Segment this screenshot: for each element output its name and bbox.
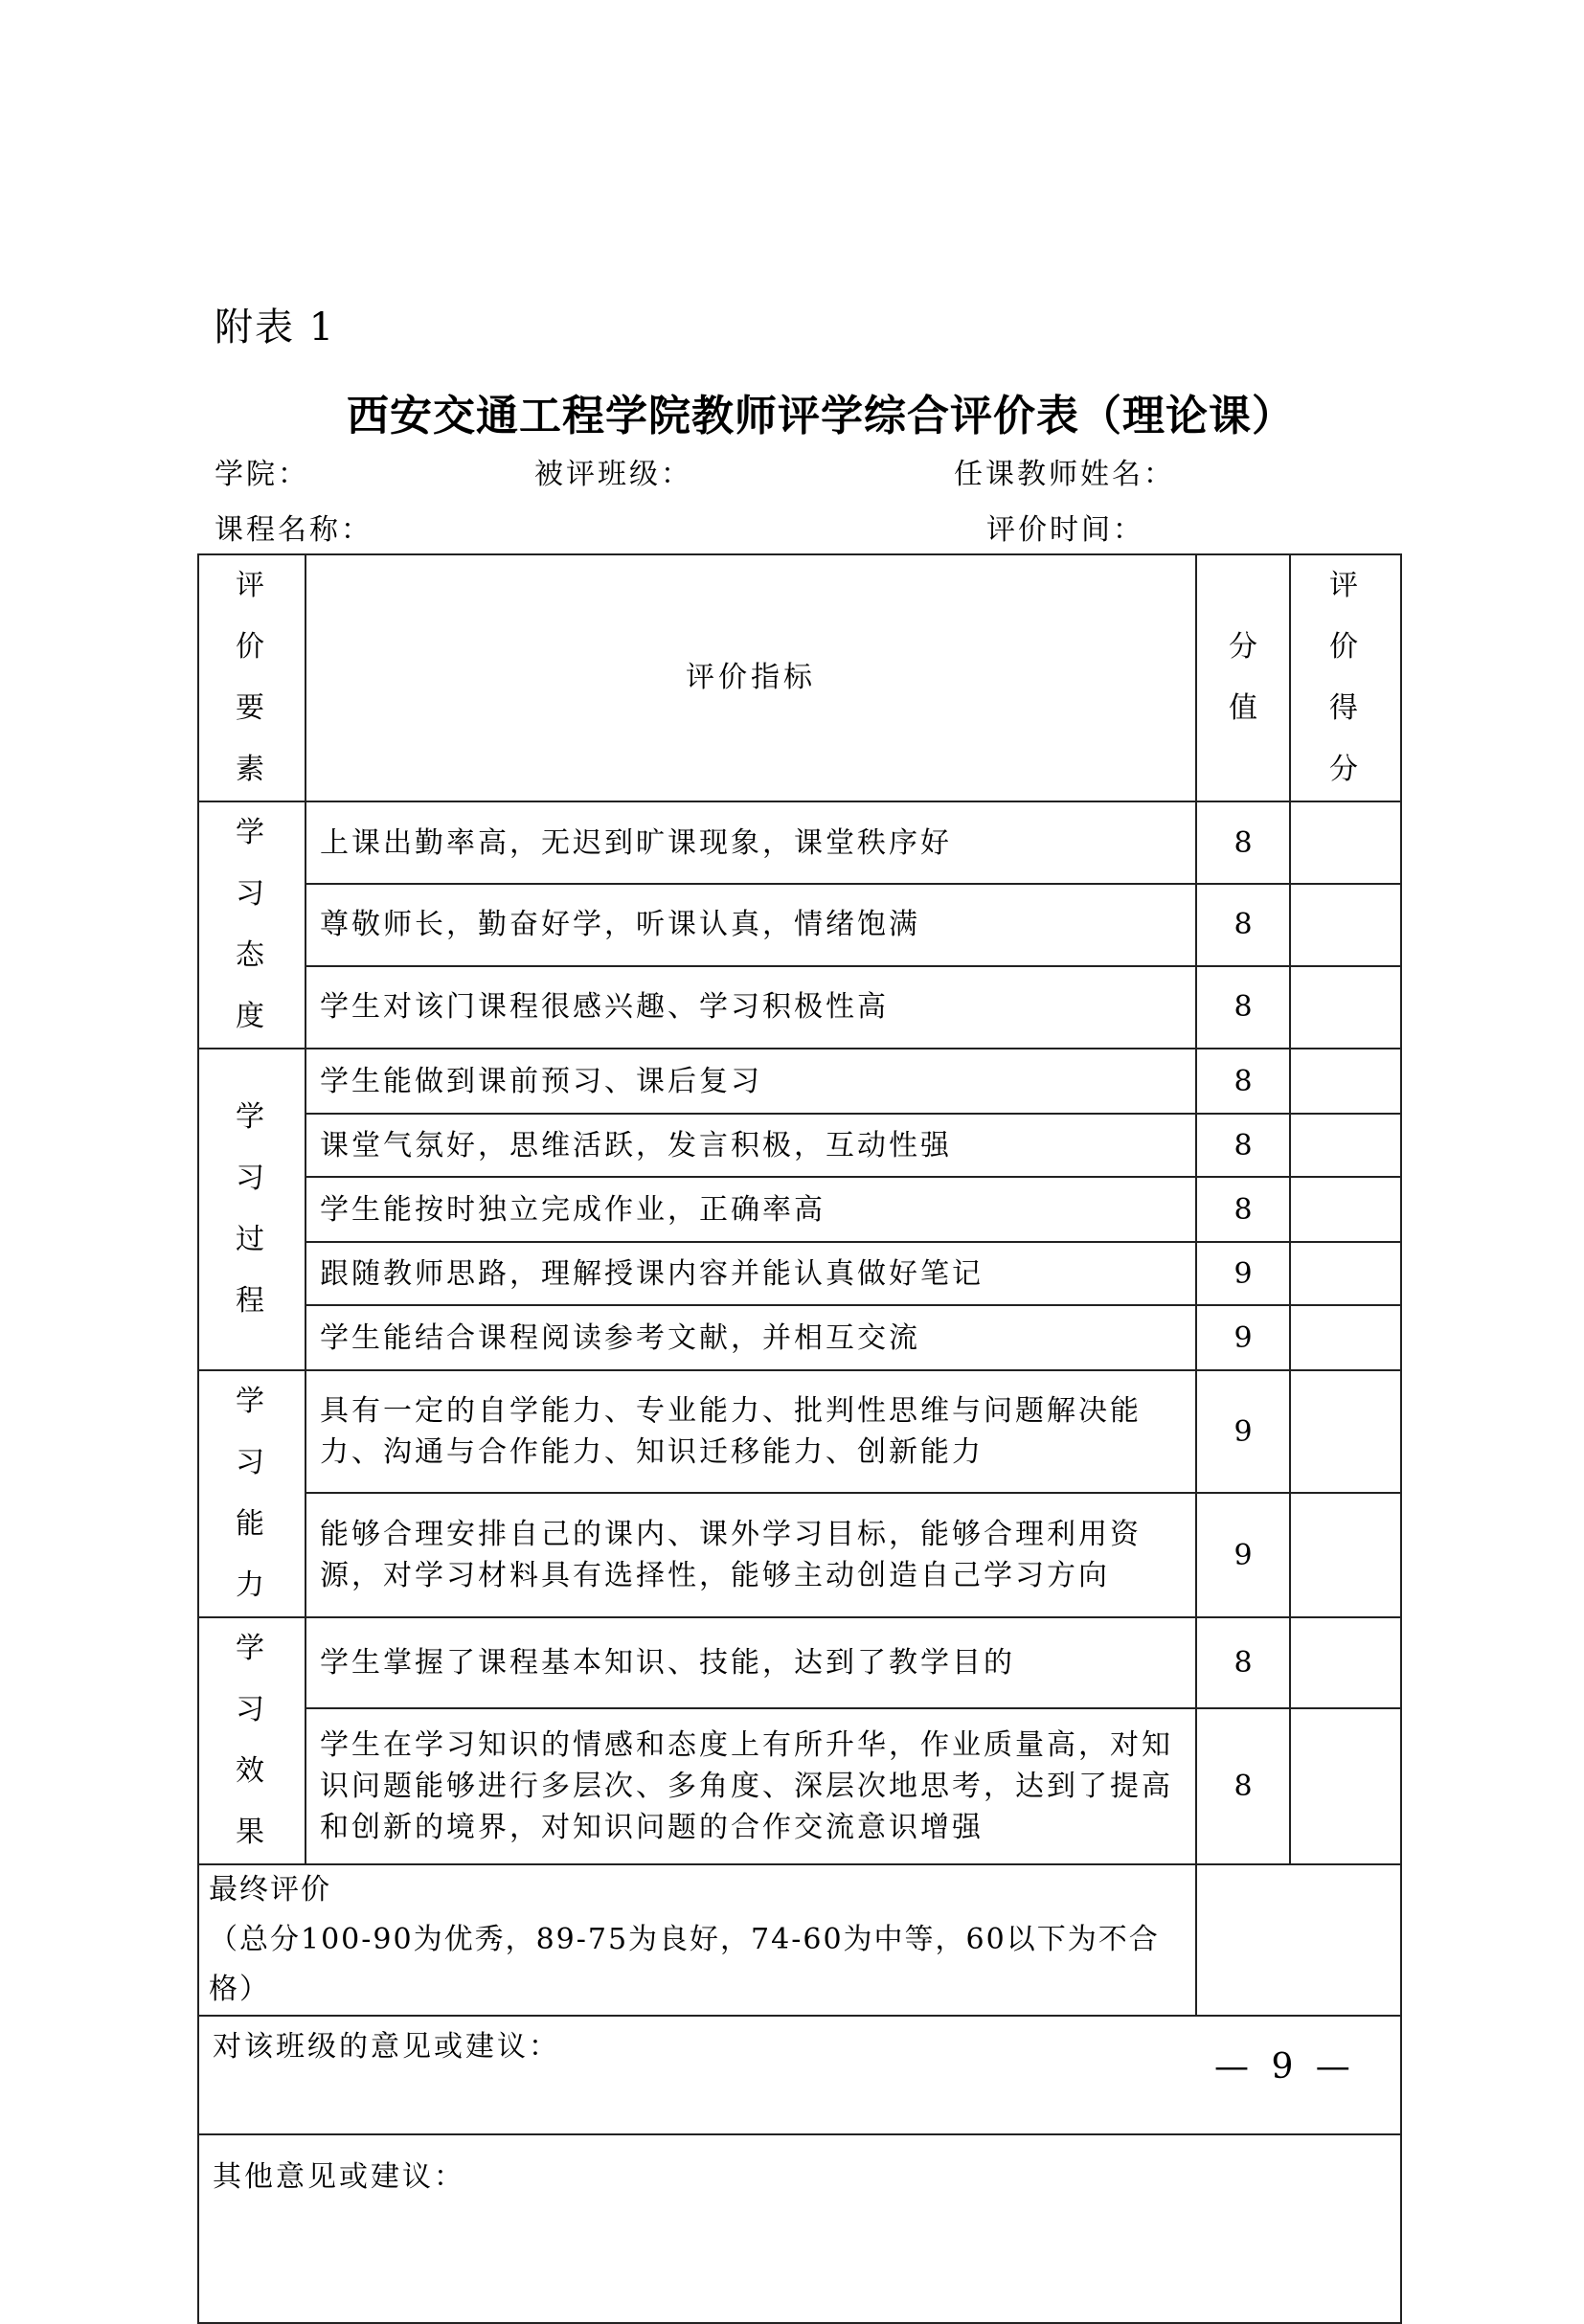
- result-cell[interactable]: [1290, 1305, 1401, 1370]
- score-cell: 8: [1196, 966, 1290, 1049]
- table-row: [198, 966, 1401, 1049]
- indicator-cell: 学生对该门课程很感兴趣、学习积极性高: [305, 966, 1196, 1049]
- result-cell[interactable]: [1290, 1049, 1401, 1114]
- result-cell[interactable]: [1290, 884, 1401, 965]
- element-cell: 学习能力: [198, 1370, 305, 1617]
- score-cell: 8: [1196, 884, 1290, 965]
- header-element: 评价要素: [198, 554, 305, 801]
- result-cell[interactable]: [1290, 1370, 1401, 1493]
- indicator-cell: 跟随教师思路，理解授课内容并能认真做好笔记: [305, 1242, 1196, 1305]
- result-cell[interactable]: [1290, 1114, 1401, 1177]
- element-cell: 学习效果: [198, 1617, 305, 1864]
- score-cell: 8: [1196, 1049, 1290, 1114]
- table-row: [198, 1493, 1401, 1617]
- table-header-row: [198, 554, 1401, 801]
- table-row: [198, 1177, 1401, 1242]
- result-cell[interactable]: [1290, 801, 1401, 884]
- score-cell: 9: [1196, 1305, 1290, 1370]
- score-cell: 9: [1196, 1242, 1290, 1305]
- table-row: [198, 1708, 1401, 1864]
- result-cell[interactable]: [1290, 1493, 1401, 1617]
- final-evaluation-cell: [198, 1864, 1196, 2016]
- final-evaluation-label: 最终评价: [209, 1873, 331, 1907]
- other-comments-cell[interactable]: [198, 2134, 1401, 2323]
- element-cell: 学习态度: [198, 801, 305, 1049]
- score-cell: 8: [1196, 1177, 1290, 1242]
- appendix-label: 附表 1: [215, 305, 336, 350]
- result-cell[interactable]: [1290, 1617, 1401, 1708]
- table-row: [198, 1114, 1401, 1177]
- table-row: [198, 884, 1401, 965]
- table-row: [198, 1242, 1401, 1305]
- score-cell: 8: [1196, 801, 1290, 884]
- grading-note: （总分100-90为优秀，89-75为良好，74-60为中等，60以下为不合格）: [209, 1923, 1160, 2006]
- other-comments-label: 其他意见或建议：: [213, 2160, 465, 2194]
- other-comments-row: [198, 2134, 1401, 2323]
- indicator-cell: 学生在学习知识的情感和态度上有所升华，作业质量高，对知识问题能够进行多层次、多角度、深层次地思考，达到了提高和创新的境界，对知识问题的合作交流意识增强: [305, 1708, 1196, 1864]
- table-row: [198, 1049, 1401, 1114]
- teacher-label: 任课教师姓名：: [954, 458, 1175, 491]
- indicator-cell: 具有一定的自学能力、专业能力、批判性思维与问题解决能力、沟通与合作能力、知识迁移能力、创新能力: [305, 1370, 1196, 1493]
- indicator-cell: 课堂气氛好，思维活跃，发言积极，互动性强: [305, 1114, 1196, 1177]
- result-cell[interactable]: [1290, 1177, 1401, 1242]
- header-result: 评价得分: [1290, 554, 1401, 801]
- table-row: [198, 1305, 1401, 1370]
- date-label: 评价时间：: [986, 513, 1144, 547]
- page-title: 西安交通工程学院教师评学综合评价表（理论课）: [347, 392, 1295, 440]
- result-cell[interactable]: [1290, 966, 1401, 1049]
- score-cell: 9: [1196, 1493, 1290, 1617]
- indicator-cell: 学生能结合课程阅读参考文献，并相互交流: [305, 1305, 1196, 1370]
- indicator-cell: 学生掌握了课程基本知识、技能，达到了教学目的: [305, 1617, 1196, 1708]
- header-indicator: 评价指标: [305, 554, 1196, 801]
- course-label: 课程名称：: [215, 513, 373, 547]
- result-cell[interactable]: [1290, 1242, 1401, 1305]
- table-row: [198, 1370, 1401, 1493]
- indicator-cell: 学生能按时独立完成作业，正确率高: [305, 1177, 1196, 1242]
- indicator-cell: 尊敬师长，勤奋好学，听课认真，情绪饱满: [305, 884, 1196, 965]
- element-cell: 学习过程: [198, 1049, 305, 1370]
- final-evaluation-row: [198, 1864, 1401, 2016]
- score-cell: 8: [1196, 1114, 1290, 1177]
- table-row: [198, 801, 1401, 884]
- final-evaluation-value[interactable]: [1196, 1864, 1401, 2016]
- page-number: — 9 —: [1214, 2047, 1356, 2087]
- indicator-cell: 学生能做到课前预习、课后复习: [305, 1049, 1196, 1114]
- indicator-cell: 上课出勤率高，无迟到旷课现象，课堂秩序好: [305, 801, 1196, 884]
- result-cell[interactable]: [1290, 1708, 1401, 1864]
- class-label: 被评班级：: [534, 458, 692, 491]
- college-label: 学院：: [215, 458, 309, 491]
- score-cell: 8: [1196, 1617, 1290, 1708]
- table-row: [198, 1617, 1401, 1708]
- class-comments-label: 对该班级的意见或建议：: [213, 2030, 560, 2064]
- score-cell: 9: [1196, 1370, 1290, 1493]
- score-cell: 8: [1196, 1708, 1290, 1864]
- indicator-cell: 能够合理安排自己的课内、课外学习目标，能够合理利用资源，对学习材料具有选择性，能够主动创造自己学习方向: [305, 1493, 1196, 1617]
- header-score: 分值: [1196, 554, 1290, 801]
